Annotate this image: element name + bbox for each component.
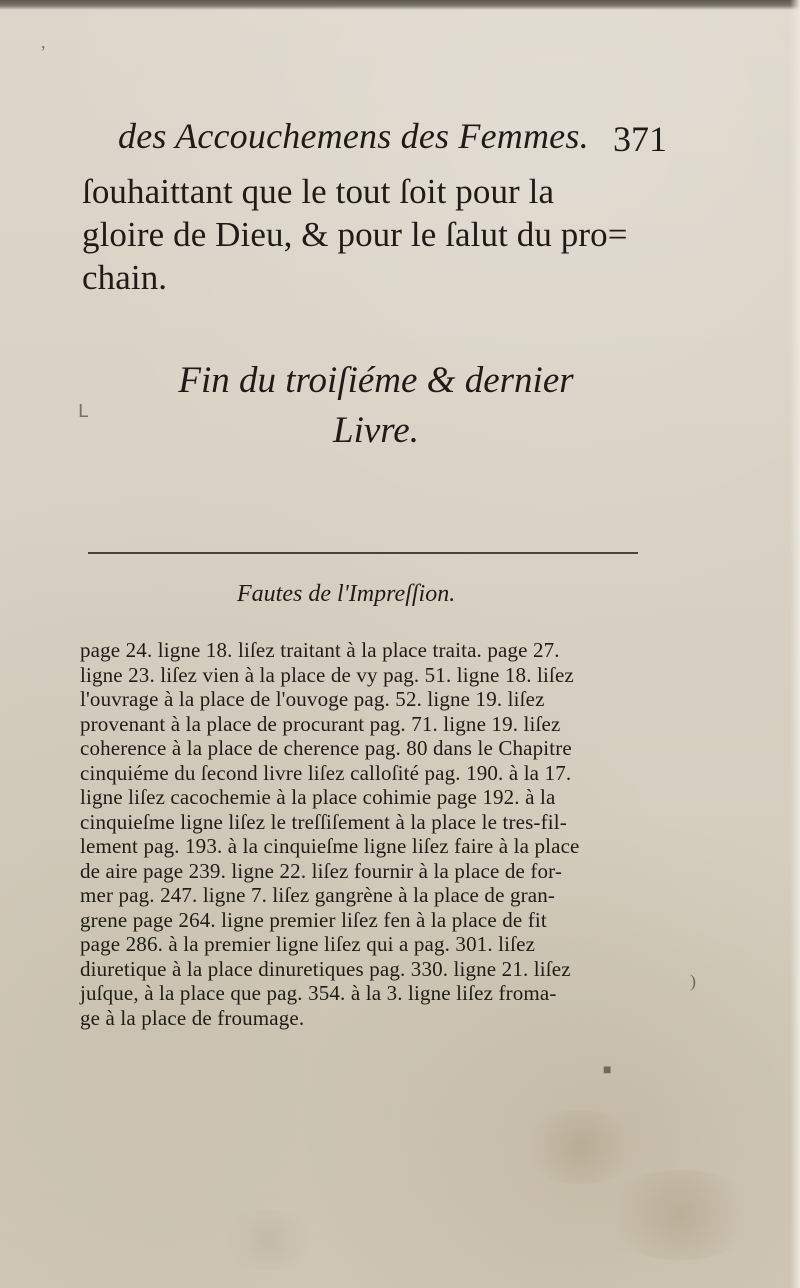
errata-line: lement pag. 193. à la cinquieſme ligne liſez faire à la place <box>80 834 580 858</box>
errata-line: de aire page 239. ligne 22. liſez fournir à la place de for- <box>80 858 563 883</box>
running-head-title: des Accouchemens des Femmes. <box>118 116 589 156</box>
errata-line: mer pag. 247. ligne 7. liſez gangrène à la place de gran- <box>80 883 556 907</box>
errata-line: cinquiéme du ſecond livre liſez calloſité pag. 190. à la 17. <box>80 760 572 785</box>
paper-stain <box>600 1170 760 1260</box>
errata-line: page 286. à la premier ligne liſez qui a pag. 301. liſez <box>80 932 536 956</box>
page-speck-mark: ᒪ <box>78 401 89 421</box>
main-text-line: chain. <box>82 258 168 297</box>
right-edge-highlight <box>790 0 800 1288</box>
main-text-block <box>82 170 677 299</box>
errata-line: ligne 23. liſez vien à la place de vy pag. 51. ligne 18. liſez <box>80 662 574 687</box>
fin-heading-line: Livre. <box>333 410 419 451</box>
errata-line: coherence à la place de cherence pag. 80 dans le Chapitre <box>80 736 572 760</box>
errata-line: juſque, à la place que pag. 354. à la 3. ligne liſez froma- <box>80 981 557 1005</box>
errata-block <box>80 638 672 1030</box>
page-speck-mark: ■ <box>603 1063 612 1078</box>
page-number: 371 <box>613 119 667 159</box>
main-text-line: ſouhaittant que le tout ſoit pour la <box>82 172 555 211</box>
fin-heading-line: Fin du troiſiéme & dernier <box>178 360 574 401</box>
paper-stain <box>520 1110 640 1184</box>
errata-line: provenant à la place de procurant pag. 71. ligne 19. liſez <box>80 711 561 736</box>
page-speck-mark: , <box>41 32 46 52</box>
errata-line: l'ouvrage à la place de l'ouvoge pag. 52. ligne 19. liſez <box>80 687 545 711</box>
section-divider <box>88 552 638 554</box>
top-edge-shadow <box>0 0 800 10</box>
errata-line: diuretique à la place dinuretiques pag. 330. ligne 21. liſez <box>80 956 571 981</box>
page-speck-mark: ) <box>690 971 696 991</box>
errata-title: Fautes de l'Impreſſion. <box>237 581 456 607</box>
fin-heading <box>141 356 611 456</box>
main-text-line: gloire de Dieu, & pour le ſalut du pro= <box>82 215 628 254</box>
paper-stain <box>218 1210 318 1270</box>
errata-line: page 24. ligne 18. liſez traitant à la place traita. page 27. <box>80 638 560 662</box>
errata-line: ge à la place de froumage. <box>80 1005 305 1030</box>
errata-line: ligne liſez cacochemie à la place cohimie page 192. à la <box>80 785 556 809</box>
errata-line: cinquieſme ligne liſez le treſſiſement à la place le tres-fil- <box>80 809 567 834</box>
errata-line: grene page 264. ligne premier liſez fen à la place de fit <box>80 907 547 932</box>
